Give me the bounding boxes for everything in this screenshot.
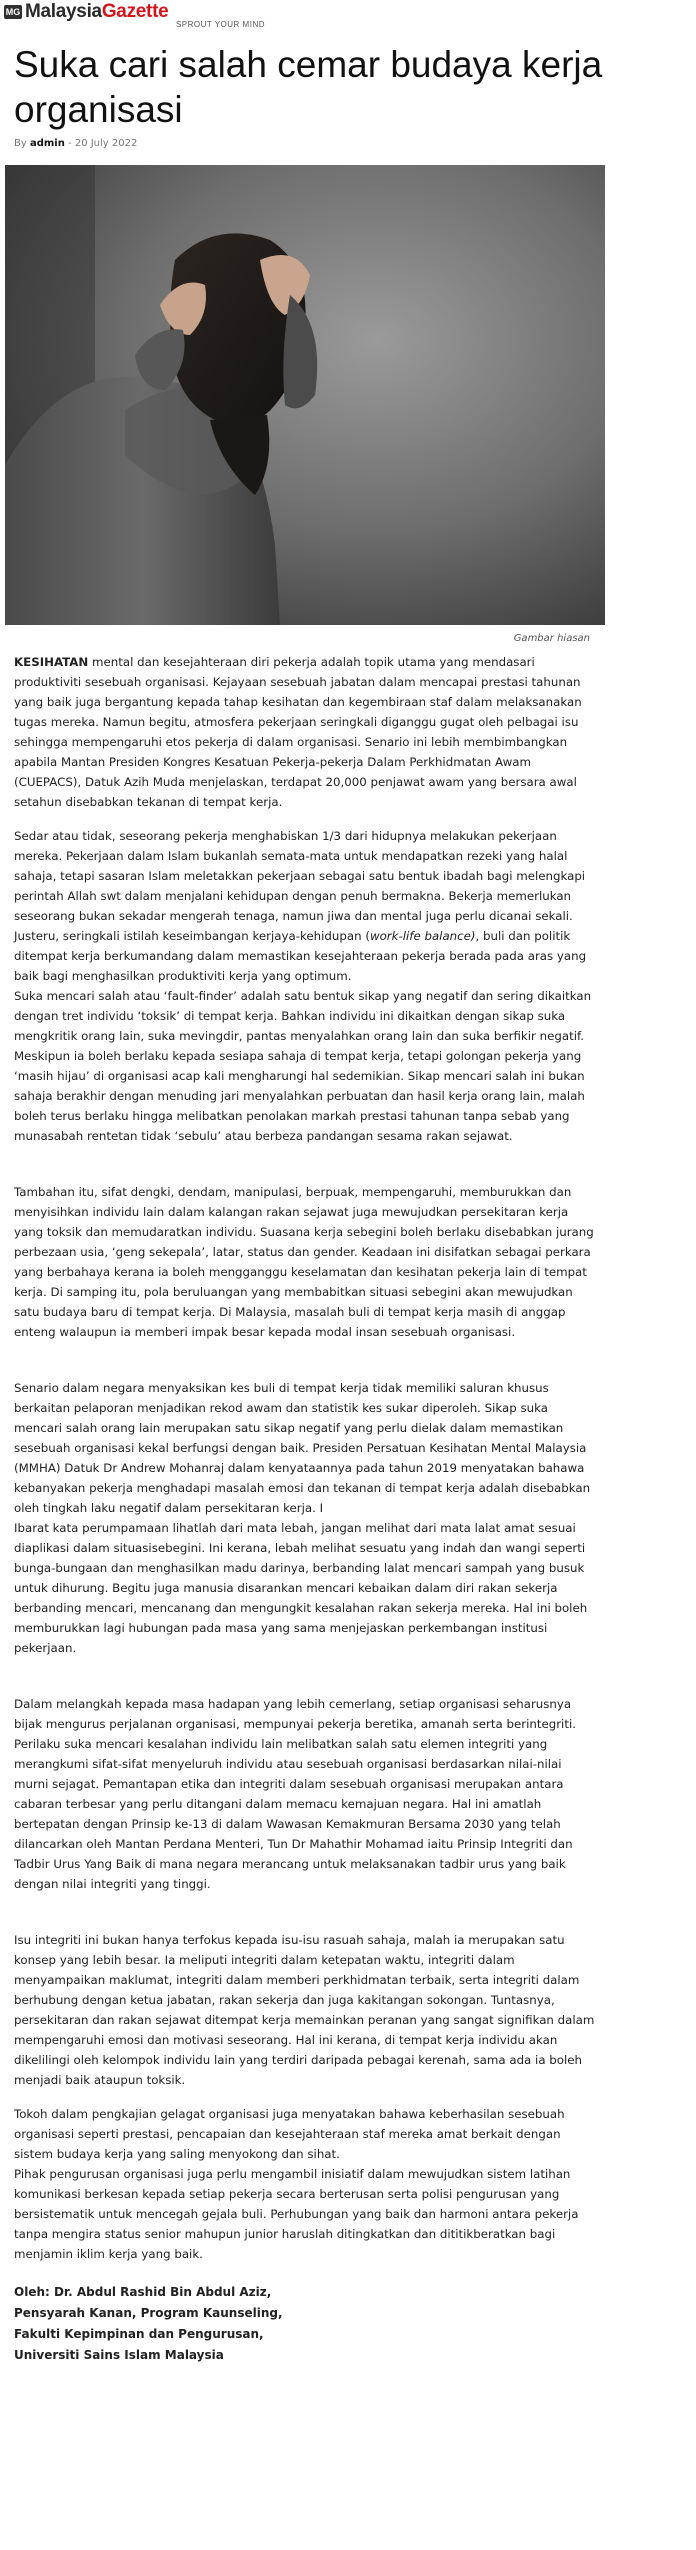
featured-image [5, 165, 605, 625]
lead-word: KESIHATAN [14, 655, 89, 669]
spacer [14, 1160, 599, 1182]
logo-tagline: SPROUT YOUR MIND [175, 20, 265, 29]
paragraph-6: Ibarat kata perumpamaan lihatlah dari mata lebah, jangan melihat dari mata lalat amat sesuai diaplikasi dalam situasisebegini. Ini kerana, lebah melihat sesuatu yang indah dan wangi seperti bunga-bungaan dan menghasilkan madu darinya, berbanding lalat mencari sampah yang busuk untuk dihurung. Begitu juga manusia disarankan mencari kebaikan dalam diri rakan sekerja berbanding mencari, mencanang dan mengungkit kesalahan rakan sekerja mereka. Hal ini boleh memburukkan lagi hubungan pada masa yang sama menjejaskan perkembangan institusi pekerjaan. [14, 1521, 588, 1655]
paragraph-10: Pihak pengurusan organisasi juga perlu mengambil inisiatif dalam mewujudkan sistem latihan komunikasi berkesan kepada setiap pekerja secara berterusan serta polisi pengurusan yang bersistematik untuk mencegah gejala buli. Perhubungan yang baik dan harmoni antara pekerja tanpa mengira status senior mahupun junior haruslah ditingkatkan dan dititikberatkan bagi menjamin iklim kerja yang baik. [14, 2167, 579, 2261]
paragraph-2-text-b: , buli dan politik ditempat kerja berkumandang dalam memastikan kesejahteraan pekerja berada pada aras yang baik bagi menghasilkan produktiviti kerja yang optimum. [14, 929, 587, 983]
paragraph-2-italic: work-life balance) [369, 929, 476, 943]
signature-line: Fakulti Kepimpinan dan Pengurusan, [14, 2327, 264, 2341]
site-logo[interactable] [4, 2, 696, 29]
logo-badge-icon: MG [5, 7, 21, 17]
paragraph-2 [14, 826, 599, 986]
spacer [14, 1672, 599, 1694]
logo-text-malaysia: Malaysia [25, 1, 102, 22]
paragraph-3: Suka mencari salah atau ‘fault-finder’ adalah satu bentuk sikap yang negatif dan sering dikaitkan dengan tret individu ‘toksik’ di tempat kerja. Bahkan individu ini dikaitkan dengan sikap suka mengkritik orang lain, suka mevingdir, pantas menyalahkan orang lain dan suka berfikir negatif. Meskipun ia boleh berlaku kepada sesiapa sahaja di tempat kerja, tetapi golongan pekerja yang ‘masih hijau’ di organisasi acap kali mengharungi hal sedemikian. Sikap mencari salah ini bukan sahaja berakhir dengan menuding jari menyalahkan perbuatan dan hasil kerja orang lain, malah boleh terus berlaku hingga melibatkan penolakan markah prestasi tahunan tanpa sebab yang munasabah rentetan tidak ‘sebulu’ atau berbeza pandangan sesama rakan sejawat. [14, 989, 592, 1143]
paragraph-8: Isu integriti ini bukan hanya terfokus kepada isu-isu rasuah sahaja, malah ia merupakan satu konsep yang lebih besar. Ia meliputi integriti dalam ketepatan waktu, integriti dalam menyampaikan maklumat, integriti dalam memberi perkhidmatan terbaik, serta integriti dalam berhubung dengan ketua jabatan, rakan sekerja dan juga kakitangan sokongan. Tuntasnya, persekitaran dan rakan sejawat ditempat kerja memainkan peranan yang sangat signifikan dalam mempengaruhi emosi dan motivasi seseorang. Hal ini kerana, di tempat kerja individu akan dikelilingi oleh kelompok individu lain yang terdiri daripada pebagai kerenah, sama ada ia boleh menjadi baik ataupun toksik. [14, 1933, 595, 2087]
signature-line: Universiti Sains Islam Malaysia [14, 2348, 224, 2362]
by-label: By [14, 138, 27, 149]
site-header [0, 0, 696, 38]
paragraph-1 [14, 652, 599, 812]
publish-date: 20 July 2022 [74, 138, 138, 149]
signature-line: Oleh: Dr. Abdul Rashid Bin Abdul Aziz, [14, 2285, 272, 2299]
paragraph-4: Tambahan itu, sifat dengki, dendam, manipulasi, berpuak, mempengaruhi, memburukkan dan menyisihkan individu lain dalam kalangan rakan sejawat juga mewujudkan persekitaran kerja yang toksik dan memudaratkan individu. Suasana kerja sebegini boleh berlaku disebabkan jurang perbezaan usia, ‘geng sekepala’, latar, status dan gender. Keadaan ini disifatkan sebagai perkara yang berbahaya kerana ia boleh mengganggu keselamatan dan kesihatan pekerja lain di tempat kerja. Di samping itu, pola beruluangan yang membabitkan situasi sebegini akan mewujudkan satu budaya baru di tempat kerja. Di Malaysia, masalah buli di tempat kerja masih di anggap enteng walaupun ia memberi impak besar kepada modal insan sesebuah organisasi. [14, 1185, 594, 1339]
spacer [14, 1908, 599, 1930]
paragraph-5: Senario dalam negara menyaksikan kes buli di tempat kerja tidak memiliki saluran khusus berkaitan pelaporan menjadikan rekod awam dan statistik kes sukar diperoleh. Sikap suka mencari salah orang lain merupakan satu sikap negatif yang perlu dielak dalam memastikan sesebuah organisasi kekal berfungsi dengan baik. Presiden Persatuan Kesihatan Mental Malaysia (MMHA) Datuk Dr Andrew Mohanraj dalam kenyataannya pada tahun 2019 menyatakan bahawa kebanyakan pekerja menghadapi masalah emosi dan tekanan di tempat kerja adalah disebabkan oleh tingkah laku negatif dalam persekitaran kerja. I [14, 1381, 591, 1515]
paragraph-2-text-a: Sedar atau tidak, seseorang pekerja menghabiskan 1/3 dari hidupnya melakukan pekerjaan mereka. Pekerjaan dalam Islam bukanlah semata-mata untuk mendapatkan rezeki yang halal sahaja, tetapi sasaran Islam meletakkan pekerjaan sebagai satu bentuk ibadah bagi melengkapi perintah Allah swt dalam menjalani kehidupan dengan penuh bermakna. Bekerja memerlukan seseorang bukan sekadar mengerah tenaga, namun jiwa dan mental juga perlu dicanai sekali. Justeru, seringkali istilah keseimbangan kerjaya-kehidupan ( [14, 829, 586, 943]
paragraph-9: Tokoh dalam pengkajian gelagat organisasi juga menyatakan bahawa keberhasilan sesebuah organisasi seperti prestasi, pencapaian dan kesejahteraan staf mereka amat berkait dengan sistem budaya kerja yang saling menyokong dan sihat. [14, 2107, 565, 2161]
signature-line: Pensyarah Kanan, Program Kaunseling, [14, 2306, 283, 2320]
image-caption: Gambar hiasan [513, 633, 590, 644]
paragraph-7: Dalam melangkah kepada masa hadapan yang lebih cemerlang, setiap organisasi seharusnya bijak mengurus perjalanan organisasi, mempunyai pekerja beretika, amanah serta berintegriti. Perilaku suka mencari kesalahan individu lain melibatkan salah satu elemen integriti yang merangkumi sifat-sifat menyeluruh individu atau sesebuah organisasi berdasarkan nilai-nilai murni sejagat. Pemantapan etika dan integriti dalam sesebuah organisasi merupakan antara cabaran terbesar yang perlu ditangani dalam memacu kemajuan negara. Hal ini amatlah bertepatan dengan Prinsip ke-13 di dalam Wawasan Kemakmuran Bersama 2030 yang telah dilancarkan oleh Mantan Perdana Menteri, Tun Dr Mahathir Mohamad iaitu Prinsip Integriti dan Tadbir Urus Yang Baik di mana negara merancang untuk melaksanakan tadbir urus yang baik dengan nilai integriti yang tinggi. [14, 1697, 576, 1891]
logo-wordmark [25, 2, 265, 22]
paragraph-1-text: mental dan kesejahteraan diri pekerja adalah topik utama yang mendasari produktiviti sesebuah organisasi. Kejayaan sesebuah jabatan dalam mencapai prestasi tahunan yang baik juga bergantung kepada tahap kesihatan dan kegembiraan staf dalam melaksanakan tugas mereka. Namun begitu, atmosfera pekerjaan seringkali diganggu gugat oleh pelbagai isu sehingga mempengaruhi etos pekerja di dalam organisasi. Senario ini lebih membimbangkan apabila Mantan Presiden Kongres Kesatuan Pekerja-pekerja Dalam Perkhidmatan Awam (CUEPACS), Datuk Azih Muda menjelaskan, terdapat 20,000 penjawat awam yang bersara awal setahun disebabkan tekanan di tempat kerja. [14, 655, 582, 809]
meta-separator: - [68, 138, 72, 149]
author-signature [14, 2282, 696, 2366]
author-link[interactable]: admin [29, 138, 65, 149]
article-body [14, 652, 599, 2264]
logo-text-gazette: Gazette [101, 1, 169, 22]
spacer [14, 1356, 599, 1378]
article-meta [14, 138, 696, 149]
article-title: Suka cari salah cemar budaya kerja organisasi [14, 44, 603, 130]
